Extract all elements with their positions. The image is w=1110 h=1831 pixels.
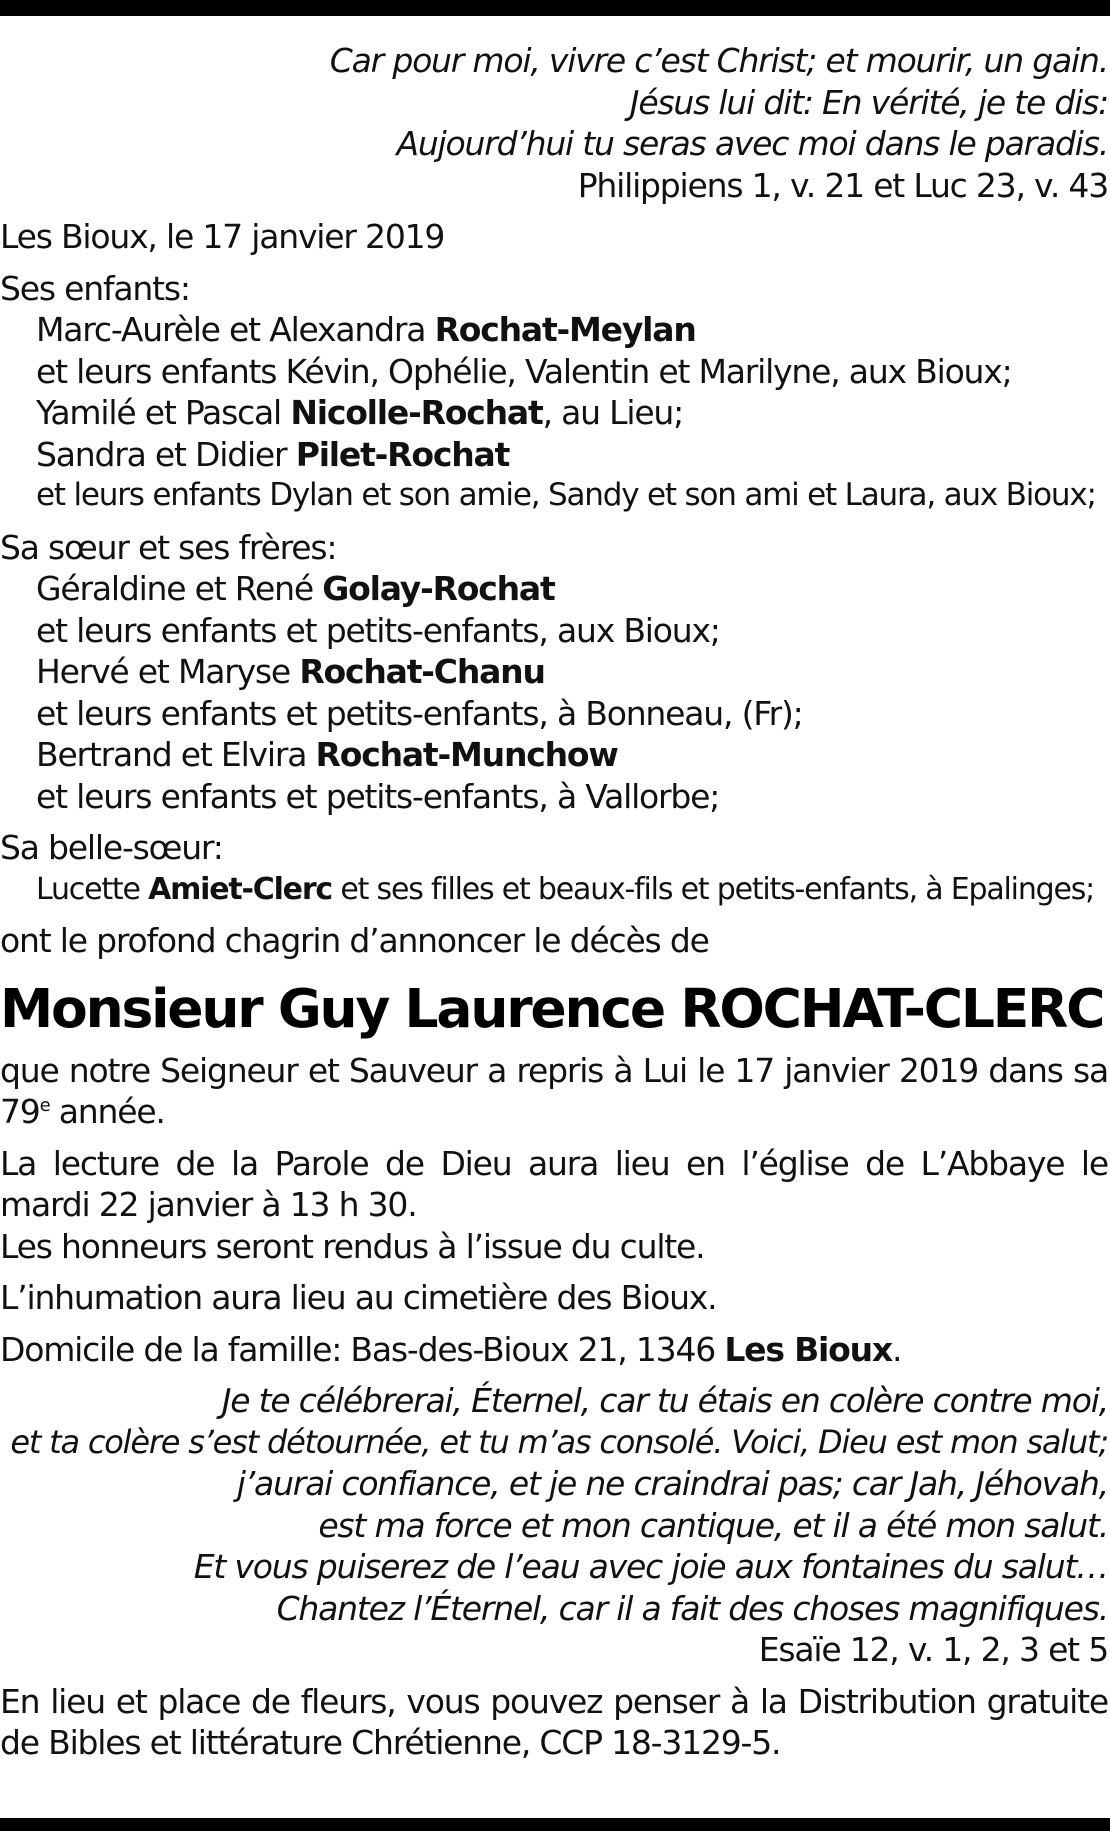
given-names: Hervé et Maryse [36, 652, 300, 691]
domicile-end: . [891, 1329, 902, 1369]
family-surname: Golay-Rochat [322, 569, 555, 608]
epigraph-line: Car pour moi, vivre c’est Christ; et mourir, un gain. [329, 41, 1108, 80]
obituary-notice [0, 40, 1108, 1764]
family-entry [0, 392, 1108, 434]
family-entry [0, 309, 1108, 351]
given-names: Bertrand et Elvira [36, 735, 316, 774]
ordinal-suffix: e [39, 1095, 50, 1116]
family-entry [0, 568, 1108, 610]
epigraph-line: Jésus lui dit: En vérité, je te dis: [629, 82, 1108, 122]
family-detail: et leurs enfants et petits-enfants, à Bonneau, (Fr); [36, 693, 803, 733]
given-names: Géraldine et René [36, 569, 323, 608]
verse-line: et ta colère s’est détournée, et tu m’as consolé. Voici, Dieu est mon salut; [10, 1422, 1108, 1461]
epigraph-line: Aujourd’hui tu seras avec moi dans le paradis. [396, 124, 1108, 163]
family-surname: Rochat-Chanu [299, 652, 545, 691]
place-date: Les Bioux, le 17 janvier 2019 [0, 217, 445, 256]
family-surname: Amiet-Clerc [148, 871, 333, 907]
given-names: Lucette [36, 871, 149, 907]
family-entry [0, 434, 1108, 476]
verse-line: est ma force et mon cantique, et il a été mon salut. [318, 1505, 1108, 1545]
sister-in-law-section [0, 827, 1108, 910]
service-info: La lecture de la Parole de Dieu aura lieu en l’église de L’Abbaye le mardi 22 janvier à 13 h 30. [0, 1143, 1108, 1224]
verse-line: Je te célébrerai, Éternel, car tu étais en colère contre moi, [221, 1381, 1108, 1420]
death-text: que notre Seigneur et Sauveur a repris à Lui le 17 janvier 2019 dans sa 79 [0, 1050, 1108, 1131]
family-entry [0, 869, 1108, 911]
family-detail: et ses filles et beaux-fils et petits-enfants, à Epalinges; [332, 871, 1095, 907]
family-surname: Nicolle-Rochat [290, 393, 543, 432]
family-surname: Rochat-Meylan [434, 310, 696, 349]
given-names: Yamilé et Pascal [36, 393, 291, 432]
section-heading: Sa sœur et ses frères: [0, 527, 337, 567]
death-statement [0, 1050, 1108, 1133]
top-border-rule [0, 0, 1110, 16]
domicile-place: Les Bioux [724, 1329, 892, 1369]
flowers-notice: En lieu et place de fleurs, vous pouvez penser à la Distribution gratuite de Bibles et littérature Chrétienne, CCP 18-3129-5. [0, 1681, 1108, 1762]
family-surname: Rochat-Munchow [315, 735, 618, 774]
epigraph-reference: Philippiens 1, v. 21 et Luc 23, v. 43 [577, 165, 1108, 205]
bottom-border-rule [0, 1818, 1110, 1831]
domicile-text: Domicile de la famille: Bas-des-Bioux 21, 1346 [0, 1329, 725, 1369]
family-entry [0, 734, 1108, 776]
siblings-section [0, 527, 1108, 818]
death-text-end: année. [49, 1092, 165, 1131]
family-detail: et leurs enfants Dylan et son amie, Sandy et son ami et Laura, aux Bioux; [36, 477, 1096, 513]
section-heading: Ses enfants: [0, 268, 190, 308]
family-entry [0, 651, 1108, 693]
family-location: , au Lieu; [542, 393, 684, 432]
family-detail: et leurs enfants Kévin, Ophélie, Valentin et Marilyne, aux Bioux; [36, 351, 1012, 391]
family-domicile [0, 1329, 1108, 1371]
children-section [0, 268, 1108, 517]
given-names: Sandra et Didier [36, 434, 296, 474]
verse-line: j’aurai confiance, et je ne craindrai pas; car Jah, Jéhovah, [236, 1464, 1108, 1503]
verse-line: Chantez l’Éternel, car il a fait des choses magnifiques. [276, 1588, 1108, 1628]
verse-reference: Esaïe 12, v. 1, 2, 3 et 5 [758, 1630, 1108, 1669]
section-heading: Sa belle-sœur: [0, 828, 223, 867]
honours-info: Les honneurs seront rendus à l’issue du culte. [0, 1226, 705, 1266]
burial-info: L’inhumation aura lieu au cimetière des Bioux. [0, 1278, 717, 1317]
family-detail: et leurs enfants et petits-enfants, aux Bioux; [36, 610, 720, 650]
epigraph [0, 40, 1108, 206]
deceased-name: Monsieur Guy Laurence ROCHAT-CLERC [0, 976, 1104, 1040]
given-names: Marc-Aurèle et Alexandra [36, 310, 435, 349]
family-detail: et leurs enfants et petits-enfants, à Vallorbe; [36, 776, 720, 816]
closing-verse [0, 1380, 1108, 1671]
verse-line: Et vous puiserez de l’eau avec joie aux fontaines du salut… [193, 1547, 1108, 1586]
family-surname: Pilet-Rochat [295, 434, 510, 474]
announcement: ont le profond chagrin d’annoncer le décès de [0, 921, 709, 960]
